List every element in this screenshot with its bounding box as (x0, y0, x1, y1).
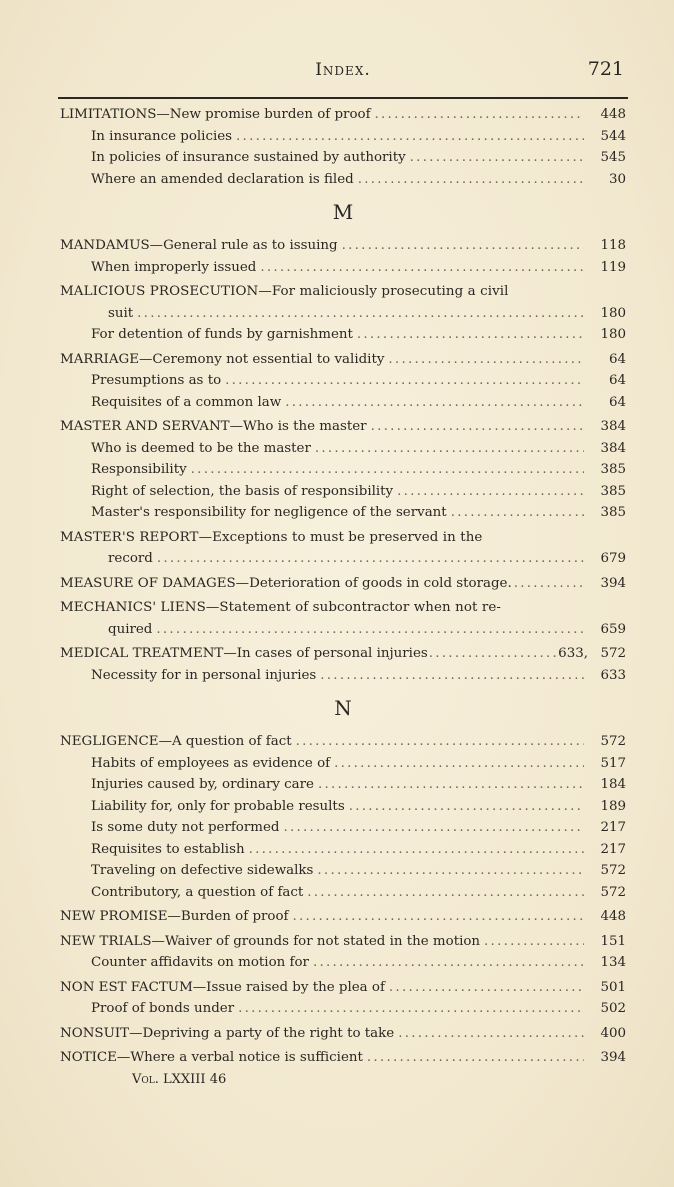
entry-page: 545 (600, 150, 626, 165)
header-rule (58, 97, 628, 99)
subentry-text: Presumptions as to (91, 373, 222, 388)
index-entry (60, 235, 626, 257)
entry-page: 572 (600, 884, 626, 900)
index-entry-continuation (60, 619, 626, 641)
entry-page: 184 (600, 777, 626, 792)
index-entry (60, 573, 626, 595)
leader-dots (375, 104, 584, 126)
entry-heading: NEGLIGENCE—A question of fact (60, 734, 292, 749)
leader-dots (349, 796, 584, 818)
leader-dots (320, 665, 584, 687)
entry-heading: NONSUIT—Depriving a party of the right to take (60, 1025, 395, 1041)
entry-page: 64 (608, 373, 626, 388)
entry-page: 572 (600, 646, 626, 661)
entry-page: 448 (600, 107, 626, 122)
subentry-text: Habits of employees as evidence of (91, 755, 331, 771)
subentry-text: Traveling on defective sidewalks (91, 863, 314, 878)
index-subentry (60, 753, 626, 775)
index-subentry (60, 952, 626, 974)
leader-dots (283, 817, 584, 839)
subentry-text: For detention of funds by garnishment (91, 327, 353, 342)
index-subentry (60, 459, 626, 481)
leader-dots (342, 235, 584, 257)
entry-page: 394 (600, 575, 626, 591)
leader-dots (157, 548, 584, 570)
entry-page: 64 (608, 351, 626, 367)
leader-dots (367, 1047, 584, 1069)
index-subentry (60, 370, 626, 392)
subentry-text: Requisites of a common law (91, 394, 282, 410)
entry-page: 572 (600, 734, 626, 749)
index-entry-continuation (60, 548, 626, 570)
leader-dots (296, 731, 584, 753)
leader-dots (313, 952, 584, 974)
leader-dots (225, 370, 584, 392)
entry-page: 180 (600, 327, 626, 342)
subentry-text: Master's responsibility for negligence of the servant (91, 505, 447, 520)
subentry-text: Injuries caused by, ordinary care (91, 777, 314, 792)
entry-page: 180 (600, 305, 626, 321)
entry-heading: MASTER AND SERVANT—Who is the master (60, 419, 367, 434)
entry-page: 572 (600, 863, 626, 878)
entry-heading: MARRIAGE—Ceremony not essential to validity (60, 351, 385, 367)
subentry-text: Requisites to establish (91, 841, 245, 857)
entry-page: 385 (600, 505, 626, 520)
signature-mark: Vol. LXXIII 46 (132, 1071, 227, 1087)
entry-heading: NEW TRIALS—Waiver of grounds for not stated in the motion (60, 933, 481, 949)
entry-page: 118 (600, 238, 626, 253)
index-subentry (60, 481, 626, 503)
index-subentry (60, 438, 626, 460)
index-subentry (60, 882, 626, 904)
entry-page: 384 (600, 419, 626, 434)
entry-page: 64 (608, 394, 626, 410)
entry-heading: NEW PROMISE—Burden of proof (60, 909, 289, 924)
index-entry-continuation (60, 303, 626, 325)
index-subentry (60, 860, 626, 882)
subentry-text: Where an amended declaration is filed (91, 171, 354, 187)
entry-page: 517 (600, 755, 626, 771)
entry-page: 394 (600, 1050, 626, 1065)
entry-page: 217 (600, 841, 626, 857)
entry-page: 502 (600, 1001, 626, 1016)
leader-dots (334, 753, 584, 775)
entry-page: 501 (600, 979, 626, 995)
index-entry (60, 1047, 626, 1069)
index-entry (60, 527, 626, 549)
entry-heading: MALICIOUS PROSECUTION—For maliciously prosecuting a civil (60, 284, 509, 299)
index-entry (60, 597, 626, 619)
leader-dots (514, 573, 586, 595)
entry-page: 679 (600, 551, 626, 566)
leader-dots (397, 481, 584, 503)
subentry-text: When improperly issued (91, 259, 257, 275)
entry-page: 189 (600, 798, 626, 814)
entry-page: 385 (600, 483, 626, 499)
entry-page: 544 (600, 128, 626, 144)
index-entry (60, 104, 626, 126)
subentry-text: Is some duty not performed (91, 820, 280, 835)
subentry-text: In insurance policies (91, 128, 233, 144)
entry-page: 217 (600, 820, 626, 835)
leader-dots (156, 619, 584, 641)
index-subentry (60, 324, 626, 346)
leader-dots (249, 839, 584, 861)
leader-dots (388, 349, 584, 371)
running-title: Index. (315, 60, 371, 80)
subentry-text: In policies of insurance sustained by authority (91, 150, 406, 165)
index-entry (60, 349, 626, 371)
entry-page: 134 (600, 955, 626, 970)
entry-continuation-text: record (108, 551, 153, 566)
subentry-text: Responsibility (91, 462, 187, 477)
leader-dots (451, 502, 584, 524)
leader-dots (317, 860, 584, 882)
subentry-text: Necessity for in personal injuries (91, 667, 317, 683)
entry-page: 119 (600, 259, 626, 275)
subentry-text: Who is deemed to be the master (91, 440, 311, 456)
index-entry (60, 931, 626, 953)
section-letter-m: M (332, 200, 354, 224)
entry-page-extra: 633, (558, 646, 588, 661)
entry-heading: MEDICAL TREATMENT—In cases of personal injuries (60, 646, 428, 661)
index-entry (60, 1023, 626, 1045)
entry-heading: MEASURE OF DAMAGES—Deterioration of goods in cold storage. (60, 575, 512, 591)
entry-heading: MECHANICS' LIENS—Statement of subcontractor when not re- (60, 600, 501, 615)
index-entry (60, 906, 626, 928)
leader-dots (236, 126, 584, 148)
entry-page: 30 (608, 171, 626, 187)
entry-page: 400 (600, 1025, 626, 1041)
leader-dots (357, 324, 584, 346)
index-subentry (60, 774, 626, 796)
entry-heading: MASTER'S REPORT—Exceptions to must be preserved in the (60, 529, 483, 545)
leader-dots (318, 774, 584, 796)
leader-dots (389, 977, 584, 999)
running-head (60, 56, 626, 86)
entry-heading: NOTICE—Where a verbal notice is sufficient (60, 1050, 363, 1065)
subentry-text: Contributory, a question of fact (91, 884, 304, 900)
leader-dots (410, 147, 584, 169)
index-subentry (60, 839, 626, 861)
leader-dots (285, 392, 584, 414)
subentry-text: Proof of bonds under (91, 1001, 235, 1016)
leader-dots (191, 459, 584, 481)
entry-page: 385 (600, 462, 626, 477)
index-entry (60, 281, 626, 303)
page-number: 721 (587, 58, 624, 80)
leader-dots (137, 303, 584, 325)
section-letter-n: N (334, 696, 352, 720)
index-subentry (60, 817, 626, 839)
index-subentry (60, 796, 626, 818)
index-entry (60, 731, 626, 753)
index-subentry (60, 147, 626, 169)
entry-page: 151 (600, 933, 626, 949)
index-subentry (60, 126, 626, 148)
leader-dots (238, 998, 584, 1020)
index-entry (60, 643, 626, 665)
index-entry (60, 416, 626, 438)
index-body (60, 104, 626, 1089)
leader-dots (358, 169, 584, 191)
index-subentry (60, 257, 626, 279)
leader-dots (371, 416, 584, 438)
leader-dots (315, 438, 584, 460)
subentry-text: Counter affidavits on motion for (91, 955, 309, 970)
leader-dots (429, 643, 557, 665)
index-subentry (60, 502, 626, 524)
subentry-text: Right of selection, the basis of responsibility (91, 483, 394, 499)
entry-page: 448 (600, 909, 626, 924)
index-subentry (60, 998, 626, 1020)
index-subentry (60, 392, 626, 414)
entry-page: 384 (600, 440, 626, 456)
index-entry (60, 977, 626, 999)
entry-page: 659 (600, 621, 626, 637)
leader-dots (398, 1023, 584, 1045)
index-subentry (60, 665, 626, 687)
entry-heading: LIMITATIONS—New promise burden of proof (60, 107, 371, 122)
leader-dots (260, 257, 584, 279)
entry-page: 633 (600, 667, 626, 683)
entry-continuation-text: suit (108, 305, 134, 321)
leader-dots (307, 882, 584, 904)
leader-dots (293, 906, 585, 928)
entry-heading: MANDAMUS—General rule as to issuing (60, 238, 338, 253)
entry-heading: NON EST FACTUM—Issue raised by the plea of (60, 979, 385, 995)
entry-continuation-text: quired (108, 621, 153, 637)
leader-dots (484, 931, 584, 953)
subentry-text: Liability for, only for probable results (91, 798, 345, 814)
index-subentry (60, 169, 626, 191)
